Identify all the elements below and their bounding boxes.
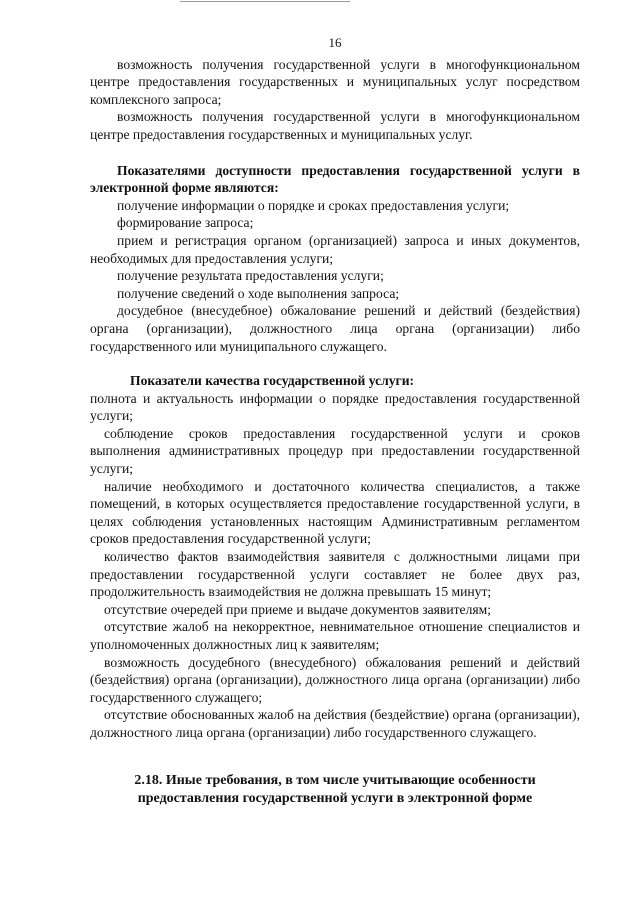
accessibility-item: прием и регистрация органом (организацией) запроса и иных документов, необходимых для предоставления услуги; — [90, 232, 580, 266]
quality-item: соблюдение сроков предоставления государственной услуги и сроков выполнения административных процедур при предоставлении государственной услуги; — [90, 425, 580, 477]
page-number: 16 — [328, 35, 342, 50]
section-heading-line-2: предоставления государственной услуги в электронной форме — [137, 790, 533, 806]
quality-item: отсутствие жалоб на некорректное, невнимательное отношение специалистов и уполномоченных должностных лиц к заявителям; — [90, 619, 580, 652]
quality-item: количество фактов взаимодействия заявителя с должностными лицами при предоставлении государственной услуги составляет не более двух раз, продолжительность взаимодействия не должна превышать 15 минут; — [90, 549, 580, 600]
quality-item: возможность досудебного (внесудебного) обжалования решений и действий (бездействия) органа (организации), должностного лица органа (организации) либо государственного служащего; — [90, 654, 580, 705]
quality-item: полнота и актуальность информации о порядке предоставления государственной услуги; — [90, 390, 580, 424]
quality-item: отсутствие обоснованных жалоб на действия (бездействие) органа (организации), должностного лица органа (организации) либо государственного служащего. — [90, 707, 580, 740]
accessibility-item: получение информации о порядке и сроках предоставления услуги; — [117, 197, 510, 213]
quality-heading: Показатели качества государственной услуги: — [130, 373, 415, 389]
document-page — [90, 34, 580, 808]
scan-artifact-line — [180, 1, 350, 2]
quality-item: отсутствие очередей при приеме и выдаче документов заявителям; — [104, 601, 491, 617]
section-heading — [90, 772, 580, 808]
section-heading-line-1: 2.18. Иные требования, в том числе учитывающие особенности — [134, 772, 536, 788]
accessibility-heading: Показателями доступности предоставления государственной услуги в электронной форме являются: — [90, 162, 580, 196]
quality-item: наличие необходимого и достаточного количества специалистов, а также помещений, в которых осуществляется предоставление государственной услуги, в целях соблюдения установленных настоящим Административным регламентом сроков предоставления государственной услуги; — [90, 478, 580, 547]
accessibility-item: получение сведений о ходе выполнения запроса; — [117, 285, 400, 301]
accessibility-item: получение результата предоставления услуги; — [117, 268, 384, 284]
intro-paragraph-2: возможность получения государственной услуги в многофункциональном центре предоставления государственных и муниципальных услуг. — [90, 109, 580, 142]
accessibility-item: досудебное (внесудебное) обжалование решений и действий (бездействия) органа (организации), должностного лица органа (организации) либо государственного или муниципального служащего. — [90, 303, 580, 354]
intro-paragraph-1: возможность получения государственной услуги в многофункциональном центре предоставления государственных и муниципальных услуг посредством комплексного запроса; — [90, 56, 580, 107]
accessibility-item: формирование запроса; — [117, 215, 254, 231]
